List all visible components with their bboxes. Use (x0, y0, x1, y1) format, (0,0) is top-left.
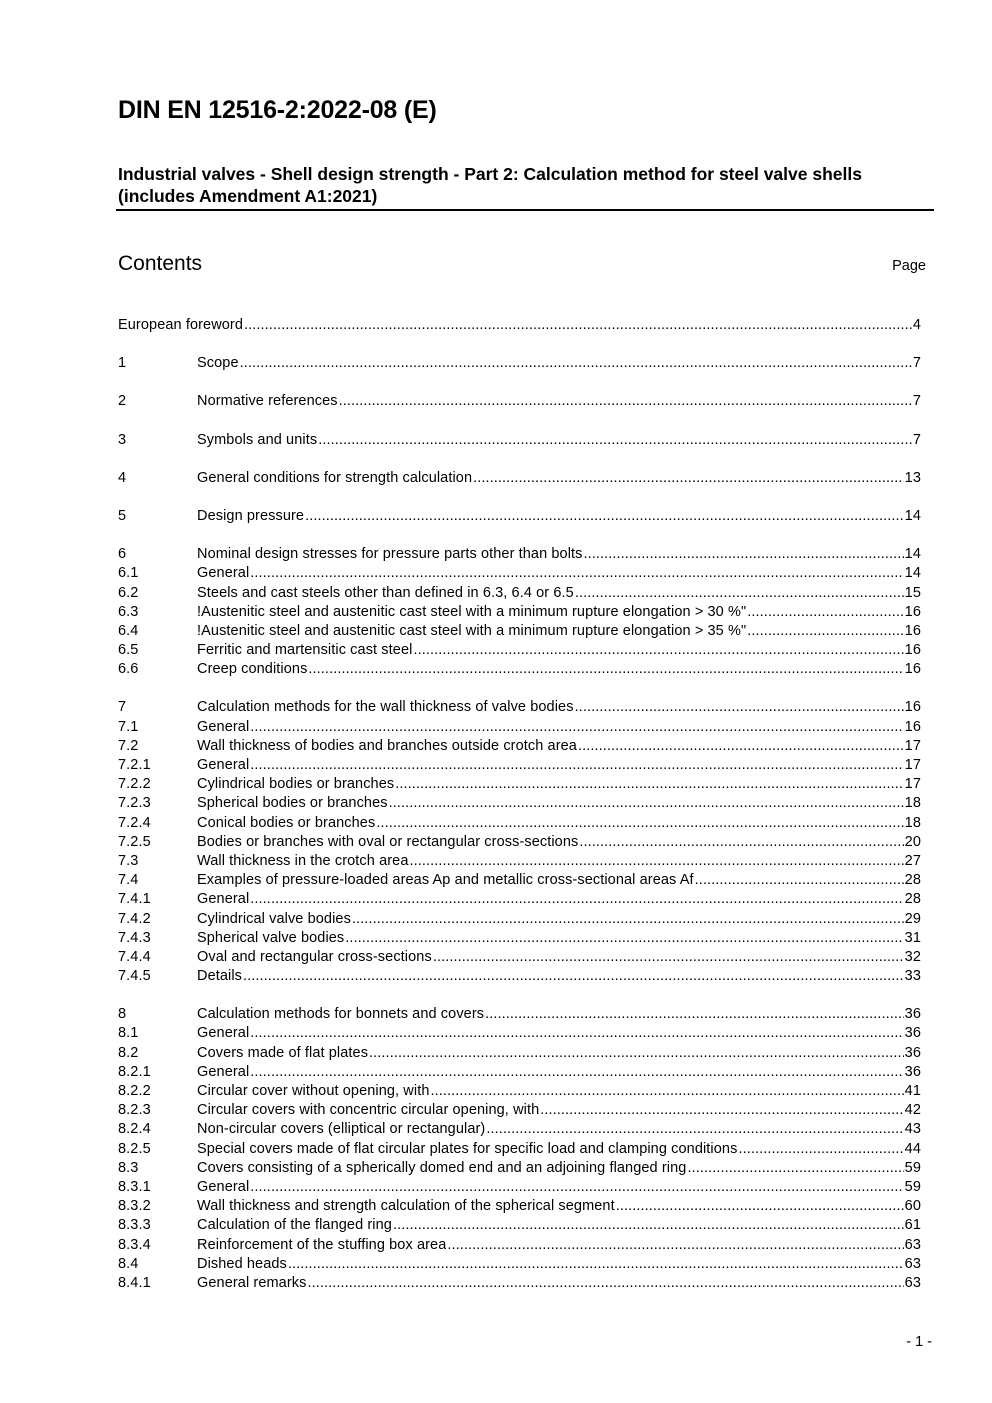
toc-dot-leader (250, 890, 903, 909)
toc-entry-page: 61 (904, 1217, 921, 1234)
toc-entry-title: Dished heads (197, 1255, 287, 1272)
toc-entry-page: 63 (904, 1255, 921, 1272)
toc-entry-title: General (197, 718, 250, 735)
toc-entry-page: 42 (904, 1102, 921, 1119)
toc-dot-leader (307, 1274, 903, 1293)
toc-dot-leader (250, 718, 903, 737)
toc-entry-number: 8 (118, 1006, 127, 1023)
toc-entry-number: 7.3 (118, 852, 139, 869)
toc-entry-page: 16 (904, 603, 921, 620)
toc-entry-title: Creep conditions (197, 661, 308, 678)
toc-entry[interactable] (118, 354, 921, 373)
toc-entry-title: General remarks (197, 1274, 307, 1291)
toc-entry-page: 16 (904, 699, 921, 716)
toc-entry[interactable] (118, 660, 921, 679)
toc-entry[interactable] (118, 622, 921, 641)
toc-entry-page: 13 (904, 469, 921, 486)
toc-dot-leader (575, 698, 904, 717)
toc-entry[interactable] (118, 1082, 921, 1101)
toc-entry-page: 36 (904, 1006, 921, 1023)
document-title: Industrial valves - Shell design strength - Part 2: Calculation method for steel valve shells (includes Amendment A1:2021) (118, 164, 862, 206)
toc-entry-title: Wall thickness of bodies and branches outside crotch area (197, 737, 577, 754)
toc-dot-leader (485, 1005, 904, 1024)
toc-dot-leader (579, 833, 903, 852)
toc-entry-title: Ferritic and martensitic cast steel (197, 642, 413, 659)
toc-entry-number: 7.4.3 (118, 929, 151, 946)
toc-entry[interactable] (118, 1274, 921, 1293)
toc-dot-leader (473, 469, 904, 488)
toc-entry-number: 8.2.5 (118, 1140, 151, 1157)
toc-entry-title: Oval and rectangular cross-sections (197, 948, 432, 965)
toc-entry-number: 8.4 (118, 1255, 139, 1272)
toc-entry[interactable] (118, 1216, 921, 1235)
toc-entry-number: 7.4.2 (118, 910, 151, 927)
toc-entry-number: 8.3.2 (118, 1198, 151, 1215)
toc-entry-number: 7.4.4 (118, 948, 151, 965)
toc-dot-leader (250, 1178, 903, 1197)
toc-entry-page: 36 (904, 1025, 921, 1042)
toc-dot-leader (413, 641, 903, 660)
toc-entry[interactable] (118, 584, 921, 603)
toc-entry-page: 36 (904, 1063, 921, 1080)
toc-dot-leader (687, 1159, 903, 1178)
toc-entry[interactable] (118, 929, 921, 948)
toc-entry[interactable] (118, 814, 921, 833)
toc-entry-title: Spherical valve bodies (197, 929, 345, 946)
toc-entry[interactable] (118, 890, 921, 909)
toc-entry-page: 33 (904, 968, 921, 985)
toc-entry-title: Circular cover without opening, with (197, 1083, 430, 1099)
toc-entry-page: 16 (904, 622, 921, 639)
toc-entry-page: 20 (904, 833, 921, 850)
toc-dot-leader (431, 1082, 904, 1101)
toc-dot-leader (433, 948, 904, 967)
document-number: DIN EN 12516-2:2022-08 (E) (118, 96, 437, 124)
toc-entry-page: 14 (904, 546, 921, 563)
toc-entry[interactable] (118, 756, 921, 775)
toc-dot-leader (575, 584, 904, 603)
toc-entry-number: 6.4 (118, 622, 139, 639)
toc-dot-leader (747, 603, 903, 622)
toc-entry[interactable] (118, 1024, 921, 1043)
toc-entry-number: 8.2.1 (118, 1063, 151, 1080)
toc-entry[interactable] (118, 392, 921, 411)
toc-entry[interactable] (118, 431, 921, 450)
toc-entry-title: Calculation methods for bonnets and covers (197, 1006, 485, 1023)
toc-entry-page: 17 (904, 757, 921, 773)
toc-entry[interactable] (118, 507, 921, 526)
toc-entry-title: Calculation of the flanged ring (197, 1217, 392, 1234)
toc-entry-title: Covers made of flat plates (197, 1044, 369, 1061)
toc-entry[interactable] (118, 316, 921, 335)
toc-entry-title: Special covers made of flat circular plates for specific load and clamping conditions (197, 1140, 738, 1157)
toc-entry-title: Reinforcement of the stuffing box area (197, 1236, 447, 1253)
toc-entry-title: Wall thickness in the crotch area (197, 852, 409, 869)
toc-entry[interactable] (118, 1005, 921, 1024)
toc-entry-page: 59 (904, 1159, 921, 1176)
toc-entry-number: 7.2.2 (118, 776, 151, 793)
toc-entry-number: 7.2.1 (118, 757, 151, 773)
toc-entry-page: 44 (904, 1140, 921, 1157)
toc-entry[interactable] (118, 1063, 921, 1082)
toc-entry[interactable] (118, 1178, 921, 1197)
toc-entry-page: 15 (904, 584, 921, 601)
toc-entry-title: Nominal design stresses for pressure parts other than bolts (197, 546, 583, 563)
toc-entry[interactable] (118, 794, 921, 813)
toc-entry-page: 59 (904, 1178, 921, 1195)
toc-dot-leader (738, 1140, 903, 1159)
toc-entry-number: 8.2.2 (118, 1083, 151, 1099)
toc-dot-leader (410, 852, 904, 871)
toc-entry[interactable] (118, 1044, 921, 1063)
toc-entry-page: 7 (912, 431, 921, 448)
toc-entry-number: 4 (118, 469, 127, 486)
toc-entry-page: 7 (912, 355, 921, 372)
toc-entry-number: 7.2.5 (118, 833, 151, 850)
toc-entry-page: 27 (904, 852, 921, 869)
toc-entry-page: 60 (904, 1198, 921, 1215)
toc-entry[interactable] (118, 1159, 921, 1178)
toc-entry-number: 6.2 (118, 584, 139, 601)
toc-entry-title: General (197, 1178, 250, 1195)
toc-entry-number: 6.5 (118, 642, 139, 659)
toc-entry[interactable] (118, 718, 921, 737)
toc-entry-page: 14 (904, 565, 921, 582)
toc-entry-number: 8.2.3 (118, 1102, 151, 1119)
toc-dot-leader (243, 967, 904, 986)
toc-entry[interactable] (118, 641, 921, 660)
toc-entry-page: 17 (904, 776, 921, 793)
toc-entry-page: 41 (904, 1083, 921, 1099)
toc-dot-leader (250, 756, 903, 775)
toc-entry-page: 16 (904, 718, 921, 735)
toc-entry-title: !Austenitic steel and austenitic cast steel with a minimum rupture elongation > 35 %" (197, 622, 747, 639)
toc-entry[interactable] (118, 1197, 921, 1216)
toc-entry-page: 14 (904, 507, 921, 524)
toc-dot-leader (695, 871, 904, 890)
toc-dot-leader (389, 794, 904, 813)
toc-entry-title: General (197, 1025, 250, 1042)
toc-dot-leader (308, 660, 903, 679)
toc-entry-number: 6.3 (118, 603, 139, 620)
toc-entry-page: 16 (904, 642, 921, 659)
toc-dot-leader (250, 1024, 903, 1043)
table-of-contents (118, 316, 921, 1293)
toc-entry-title: Circular covers with concentric circular opening, with (197, 1102, 540, 1119)
contents-heading: Contents (118, 252, 203, 275)
toc-entry-title: Examples of pressure-loaded areas Ap and metallic cross-sectional areas Af (197, 872, 694, 889)
toc-entry-page: 28 (904, 891, 921, 908)
toc-entry-title: Normative references (197, 393, 338, 410)
toc-entry-page: 63 (904, 1236, 921, 1253)
toc-entry[interactable] (118, 469, 921, 488)
toc-entry-title: Symbols and units (197, 431, 318, 448)
toc-entry-number: 8.4.1 (118, 1274, 151, 1291)
toc-entry-number: 3 (118, 431, 127, 448)
toc-entry[interactable] (118, 833, 921, 852)
toc-dot-leader (584, 545, 904, 564)
toc-entry-title: General conditions for strength calculation (197, 469, 473, 486)
toc-dot-leader (345, 929, 903, 948)
toc-entry-title: Details (197, 968, 243, 985)
toc-dot-leader (369, 1044, 904, 1063)
toc-entry-number: 8.2.4 (118, 1121, 151, 1138)
toc-entry-number: 8.3.1 (118, 1178, 151, 1195)
toc-entry[interactable] (118, 1120, 921, 1139)
toc-dot-leader (393, 1216, 904, 1235)
toc-entry-number: 8.2 (118, 1044, 139, 1061)
title-divider (116, 209, 934, 211)
toc-dot-leader (318, 431, 912, 450)
toc-entry-title: Spherical bodies or branches (197, 795, 388, 812)
toc-entry-title: Scope (197, 355, 239, 372)
toc-entry-number: 7.2.3 (118, 795, 151, 812)
toc-entry-page: 16 (904, 661, 921, 678)
toc-entry-title: Covers consisting of a spherically domed end and an adjoining flanged ring (197, 1159, 687, 1176)
toc-dot-leader (250, 564, 903, 583)
toc-entry-number: 7.4.1 (118, 891, 151, 908)
toc-entry[interactable] (118, 698, 921, 717)
toc-entry-page: 4 (912, 317, 921, 333)
toc-entry-page: 31 (904, 929, 921, 946)
toc-entry-title: European foreword (118, 317, 244, 333)
toc-entry-page: 36 (904, 1044, 921, 1061)
toc-entry[interactable] (118, 737, 921, 756)
toc-dot-leader (288, 1255, 904, 1274)
toc-entry-title: Non-circular covers (elliptical or rectangular) (197, 1121, 486, 1138)
toc-entry-number: 8.3 (118, 1159, 139, 1176)
toc-entry-page: 63 (904, 1274, 921, 1291)
toc-entry-title: General (197, 757, 250, 773)
toc-entry[interactable] (118, 967, 921, 986)
toc-entry-number: 8.3.3 (118, 1217, 151, 1234)
toc-entry-title: !Austenitic steel and austenitic cast steel with a minimum rupture elongation > 30 %" (197, 603, 747, 620)
toc-entry-number: 8.1 (118, 1025, 139, 1042)
toc-entry-title: Cylindrical valve bodies (197, 910, 351, 927)
toc-entry-page: 18 (904, 814, 921, 831)
toc-entry-title: General (197, 1063, 250, 1080)
toc-entry-number: 6 (118, 546, 127, 563)
toc-entry[interactable] (118, 1101, 921, 1120)
toc-entry-title: General (197, 891, 250, 908)
toc-entry-number: 7.2.4 (118, 814, 151, 831)
toc-dot-leader (447, 1236, 903, 1255)
toc-entry-title: Cylindrical bodies or branches (197, 776, 395, 793)
toc-dot-leader (616, 1197, 904, 1216)
toc-entry[interactable] (118, 564, 921, 583)
toc-entry-page: 7 (912, 393, 921, 410)
toc-entry[interactable] (118, 603, 921, 622)
toc-entry-number: 7.1 (118, 718, 139, 735)
toc-entry-page: 18 (904, 795, 921, 812)
toc-entry-title: Bodies or branches with oval or rectangular cross-sections (197, 833, 579, 850)
toc-entry[interactable] (118, 852, 921, 871)
toc-dot-leader (352, 910, 904, 929)
toc-dot-leader (244, 316, 912, 335)
toc-entry-number: 1 (118, 355, 127, 372)
toc-dot-leader (240, 354, 912, 373)
page-column-heading: Page (892, 258, 926, 274)
toc-entry[interactable] (118, 871, 921, 890)
toc-entry-title: General (197, 565, 250, 582)
toc-entry-number: 7.2 (118, 737, 139, 754)
toc-dot-leader (376, 814, 903, 833)
toc-entry-number: 5 (118, 507, 127, 524)
toc-entry[interactable] (118, 1236, 921, 1255)
toc-entry-title: Wall thickness and strength calculation of the spherical segment (197, 1198, 615, 1215)
toc-entry[interactable] (118, 545, 921, 564)
toc-dot-leader (540, 1101, 903, 1120)
toc-entry-page: 29 (904, 910, 921, 927)
toc-entry-number: 7.4.5 (118, 968, 151, 985)
toc-dot-leader (578, 737, 904, 756)
toc-entry-number: 7.4 (118, 872, 139, 889)
toc-entry-title: Steels and cast steels other than defined in 6.3, 6.4 or 6.5 (197, 584, 574, 601)
toc-entry-page: 43 (904, 1121, 921, 1138)
toc-entry[interactable] (118, 1255, 921, 1274)
toc-entry-number: 2 (118, 393, 127, 410)
toc-entry-number: 7 (118, 699, 127, 716)
toc-entry-number: 6.6 (118, 661, 139, 678)
toc-dot-leader (305, 507, 904, 526)
toc-entry-title: Calculation methods for the wall thickness of valve bodies (197, 699, 574, 716)
toc-entry[interactable] (118, 948, 921, 967)
page-number: - 1 - (906, 1334, 932, 1350)
toc-entry-number: 8.3.4 (118, 1236, 151, 1253)
toc-entry[interactable] (118, 1140, 921, 1159)
toc-dot-leader (395, 775, 903, 794)
toc-dot-leader (339, 392, 912, 411)
toc-entry-page: 32 (904, 948, 921, 965)
toc-entry-title: Design pressure (197, 507, 305, 524)
toc-entry-title: Conical bodies or branches (197, 814, 376, 831)
toc-entry-number: 6.1 (118, 565, 139, 582)
toc-dot-leader (486, 1120, 903, 1139)
toc-entry[interactable] (118, 910, 921, 929)
toc-dot-leader (747, 622, 903, 641)
toc-dot-leader (250, 1063, 903, 1082)
toc-entry[interactable] (118, 775, 921, 794)
toc-entry-page: 28 (904, 872, 921, 889)
toc-entry-page: 17 (904, 737, 921, 754)
